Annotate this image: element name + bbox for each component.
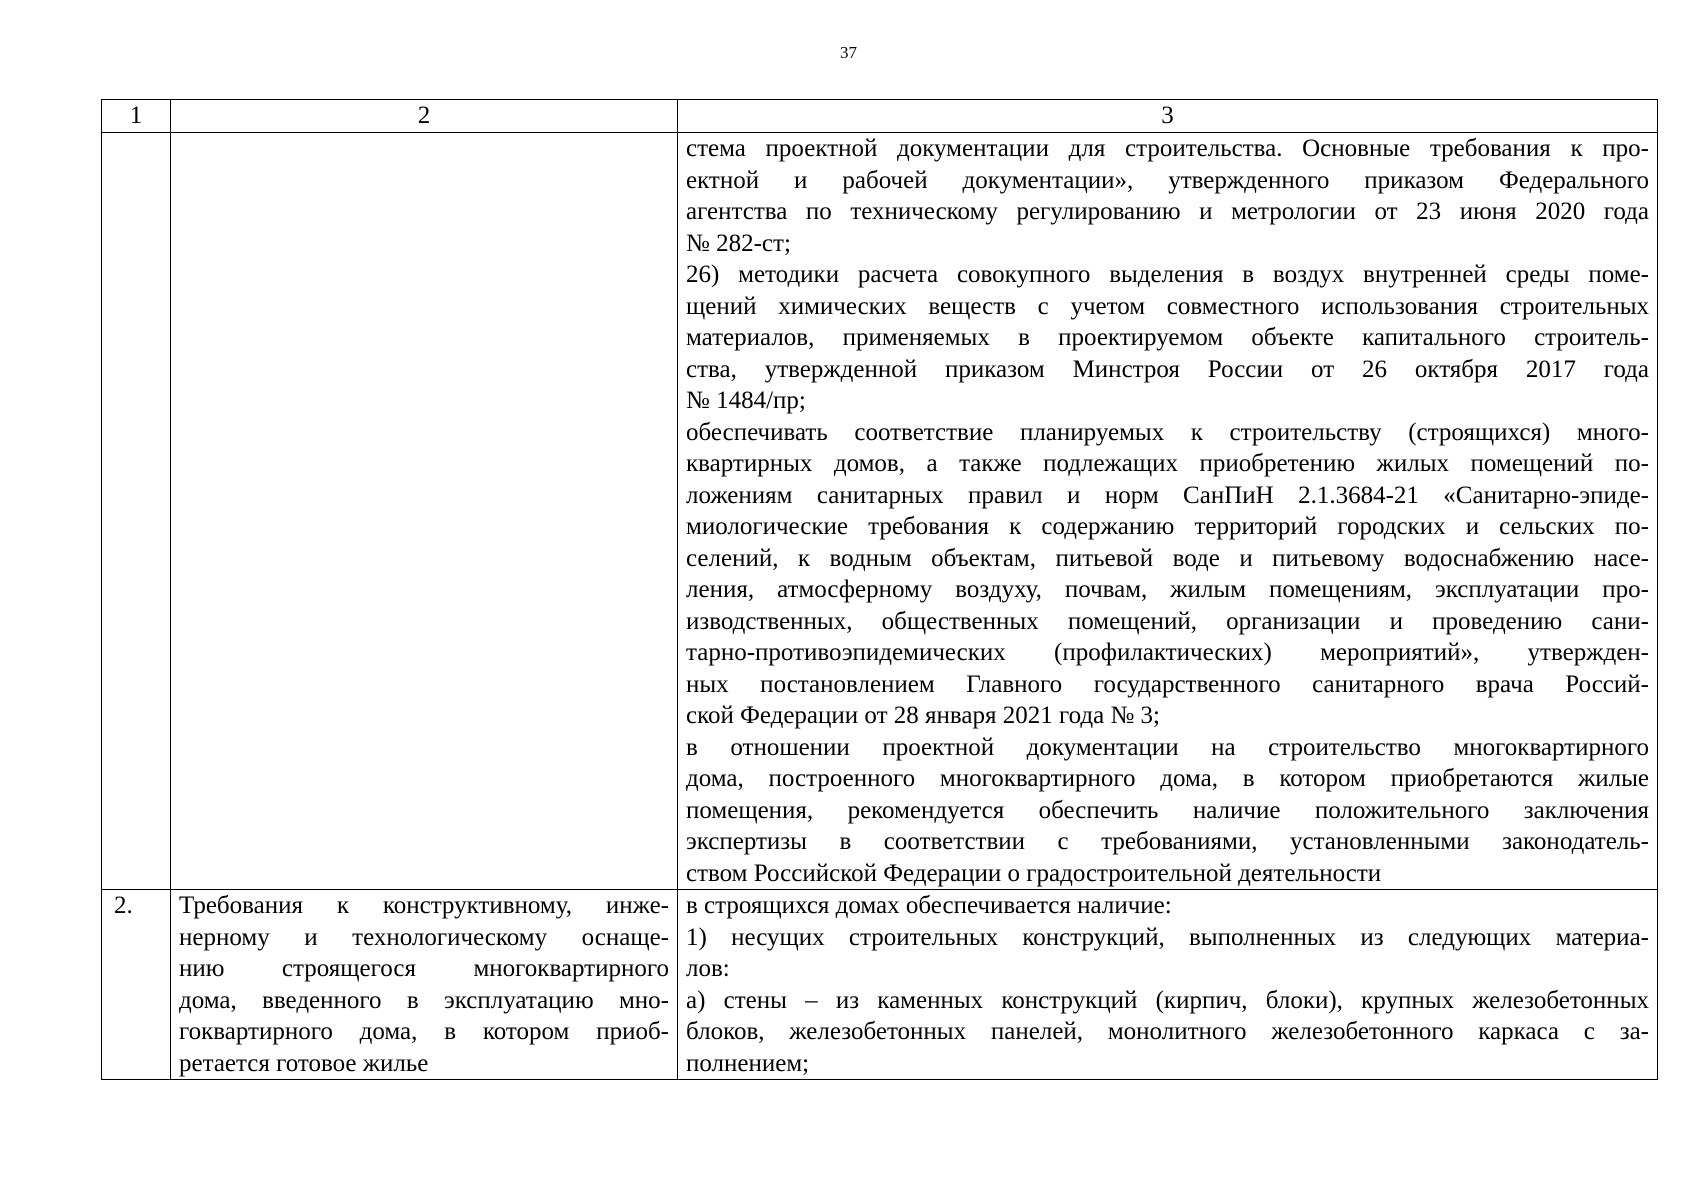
row-number-cell: 2. — [102, 890, 171, 1080]
text-line: блоков, железобетонных панелей, монолитного железобетонного каркаса с за- — [686, 1018, 1649, 1045]
text-line: миологические требования к содержанию территорий городских и сельских по- — [686, 513, 1649, 540]
table-row — [102, 890, 1658, 1080]
text-line: селений, к водным объектам, питьевой воде и питьевому водоснабжению насе- — [686, 544, 1649, 572]
text-line: квартирных домов, а также подлежащих приобретению жилых помещений по- — [686, 450, 1649, 477]
text-line: ления, атмосферному воздуху, почвам, жилым помещениям, эксплуатации про- — [686, 576, 1649, 603]
text-line: нерному и технологическому оснаще- — [179, 923, 669, 951]
header-col-1: 1 — [102, 100, 171, 133]
text-line: а) стены – из каменных конструкций (кирпич, блоки), крупных железобетонных — [686, 986, 1649, 1014]
text-line: ретается готовое жилье — [179, 1049, 429, 1077]
text-line: материалов, применяемых в проектируемом объекте капитального строитель- — [686, 324, 1649, 351]
requirement-cell — [171, 133, 678, 890]
row-number-cell — [102, 133, 171, 890]
text-line: дома, построенного многоквартирного дома, в котором приобретаются жилые — [686, 765, 1649, 792]
text-line: стема проектной документации для строительства. Основные требования к про- — [686, 135, 1649, 162]
table-row — [102, 133, 1658, 890]
text-line: 26) методики расчета совокупного выделения в воздух внутренней среды поме- — [686, 261, 1649, 288]
text-line: лов: — [686, 955, 730, 982]
table-header-row — [102, 100, 1658, 133]
text-line: ства, утвержденной приказом Минстроя России от 26 октября 2017 года — [686, 355, 1649, 383]
text-line: № 282-ст; — [686, 229, 791, 257]
text-line: 1) несущих строительных конструкций, выполненных из следующих материа- — [686, 923, 1649, 951]
content-cell — [678, 890, 1658, 1080]
text-line: экспертизы в соответствии с требованиями, установленными законодатель- — [686, 828, 1649, 855]
text-line: гоквартирного дома, в котором приоб- — [179, 1018, 669, 1045]
text-line: нию строящегося многоквартирного — [179, 955, 669, 982]
text-line: ской Федерации от 28 января 2021 года № 3; — [686, 702, 1160, 729]
requirement-cell — [171, 890, 678, 1080]
header-col-2: 2 — [171, 100, 678, 133]
requirements-table — [101, 99, 1658, 1080]
text-line: ством Российской Федерации о градостроительной деятельности — [686, 859, 1382, 887]
text-line: тарно-противоэпидемических (профилактических) мероприятий», утвержден- — [686, 639, 1649, 666]
text-line: помещения, рекомендуется обеспечить наличие положительного заключения — [686, 796, 1649, 824]
text-line: изводственных, общественных помещений, организации и проведению сани- — [686, 607, 1649, 635]
text-line: дома, введенного в эксплуатацию мно- — [179, 986, 669, 1014]
text-line: ложениям санитарных правил и норм СанПиН 2.1.3684-21 «Санитарно-эпиде- — [686, 481, 1649, 509]
text-line: в отношении проектной документации на строительство многоквартирного — [686, 733, 1649, 761]
page-number: 37 — [840, 43, 857, 62]
text-line: полнением; — [686, 1049, 810, 1077]
content-cell — [678, 133, 1658, 890]
text-line: агентства по техническому регулированию и метрологии от 23 июня 2020 года — [686, 198, 1649, 225]
text-line: Требования к конструктивному, инже- — [179, 892, 669, 919]
text-line: № 1484/пр; — [686, 387, 806, 414]
text-line: ных постановлением Главного государственного санитарного врача Россий- — [686, 670, 1649, 698]
header-col-3: 3 — [678, 100, 1658, 133]
text-line: обеспечивать соответствие планируемых к строительству (строящихся) много- — [686, 418, 1649, 446]
text-line: щений химических веществ с учетом совместного использования строительных — [686, 292, 1649, 320]
text-line: в строящихся домах обеспечивается наличие: — [686, 892, 1172, 919]
text-line: ектной и рабочей документации», утвержденного приказом Федерального — [686, 166, 1649, 194]
